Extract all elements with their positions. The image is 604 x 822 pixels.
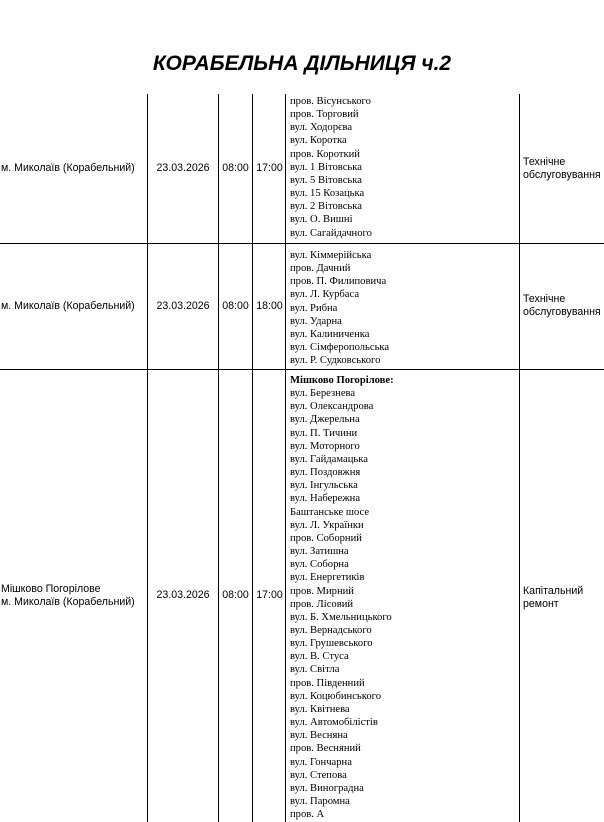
street-item: пров. Південний <box>290 677 365 689</box>
street-item: вул. Поздовжня <box>290 467 361 479</box>
work-type-line: Технічне <box>523 155 566 168</box>
street-item: вул. Гончарна <box>290 756 352 768</box>
table-row-divider <box>0 369 604 370</box>
settlement-heading: Мішково Погорілове: <box>290 375 394 386</box>
street-item: вул. Паромна <box>290 796 350 807</box>
street-item: пров. Мирний <box>290 585 354 597</box>
work-type-line: Технічне <box>523 293 566 305</box>
streets-cell <box>290 95 518 240</box>
street-item: вул. Ударна <box>290 315 342 327</box>
street-item: вул. Енергетиків <box>290 572 365 584</box>
date-cell: 23.03.2026 <box>156 589 210 601</box>
table-row-divider <box>0 243 604 244</box>
work-type-line: обслуговування <box>523 168 601 181</box>
end-time-cell: 17:00 <box>256 589 283 601</box>
street-item: вул. Степова <box>290 769 347 781</box>
street-item: вул. Виноградна <box>290 782 364 794</box>
street-item: вул. Сімферопольська <box>290 342 390 354</box>
street-item: вул. 15 Козацька <box>290 188 365 200</box>
street-item: вул. Грушевського <box>290 638 373 650</box>
street-item: пров. Соборний <box>290 532 362 544</box>
street-item: вул. Світла <box>290 664 340 676</box>
street-item: пров. Короткий <box>290 148 360 160</box>
location-line: м. Миколаїв (Корабельний) <box>1 162 135 174</box>
location-cell <box>1 162 146 175</box>
street-item: вул. Березнева <box>290 388 356 400</box>
street-item: вул. Кіммерійська <box>290 250 372 261</box>
streets-cell <box>290 374 518 821</box>
street-item: вул. Б. Хмельницького <box>290 611 392 623</box>
street-item: вул. Л. Курбаса <box>290 289 360 301</box>
street-item: вул. П. Тичини <box>290 427 358 439</box>
street-item: вул. Р. Судковського <box>290 355 381 367</box>
street-item: вул. Рибна <box>290 302 338 314</box>
table-column-divider <box>252 94 253 822</box>
street-item: Баштанське шосе <box>290 506 370 518</box>
date-cell: 23.03.2026 <box>156 299 210 312</box>
location-line: Мішково Погорілове <box>1 582 101 595</box>
street-item: вул. Ходорєва <box>290 122 353 134</box>
table-column-divider <box>147 94 148 822</box>
street-item: вул. Коротка <box>290 135 347 147</box>
location-cell <box>1 583 146 609</box>
street-item: вул. Гайдамацька <box>290 453 368 465</box>
street-item: пров. Лісовий <box>290 598 354 610</box>
street-item: вул. Сагайдачного <box>290 227 372 239</box>
street-item: пров. П. Филиповича <box>290 276 387 288</box>
street-item: вул. Набережна <box>290 493 361 505</box>
start-time-cell: 08:00 <box>222 589 249 601</box>
street-item: вул. Л. Українки <box>290 519 364 531</box>
street-item: вул. Весняна <box>290 730 348 742</box>
streets-cell <box>290 249 518 367</box>
street-item: пров. Дачний <box>290 263 351 275</box>
street-item: пров. Весняний <box>290 743 361 755</box>
street-item: вул. 2 Вітовська <box>290 201 362 213</box>
street-item: вул. Олександрова <box>290 401 374 413</box>
street-item: вул. Калиниченка <box>290 328 370 340</box>
street-item: вул. В. Стуса <box>290 651 349 663</box>
start-time-cell: 08:00 <box>222 299 249 312</box>
work-type-line: обслуговування <box>523 306 601 318</box>
work-type-line: Капітальний <box>523 584 584 597</box>
end-time-cell: 18:00 <box>256 299 283 312</box>
street-item: вул. Інгульська <box>290 480 358 492</box>
street-item: вул. Коцюбинського <box>290 690 382 702</box>
work-type-line: ремонт <box>523 597 559 610</box>
street-item: вул. Джерельна <box>290 414 360 426</box>
location-line: м. Миколаїв (Корабельний) <box>1 595 135 608</box>
street-item: вул. О. Вишні <box>290 214 353 226</box>
start-time-cell: 08:00 <box>222 162 249 174</box>
page-title: КОРАБЕЛЬНА ДІЛЬНИЦЯ ч.2 <box>152 52 452 75</box>
location-line: м. Миколаїв (Корабельний) <box>1 299 135 312</box>
table-column-divider <box>218 94 219 822</box>
street-item: вул. Вернадського <box>290 624 372 636</box>
street-item: вул. Затишна <box>290 546 349 558</box>
work-type-cell <box>523 156 604 182</box>
street-item: вул. Моторного <box>290 440 360 452</box>
street-item: пров. Вісунського <box>290 96 371 107</box>
street-item: пров. А <box>290 809 325 821</box>
work-type-cell <box>523 585 604 611</box>
street-item: вул. 1 Вітовська <box>290 161 362 173</box>
date-cell: 23.03.2026 <box>156 162 210 174</box>
street-item: вул. Автомобілістів <box>290 717 378 729</box>
street-item: вул. Квітнева <box>290 703 350 715</box>
table-column-divider <box>519 94 520 822</box>
street-item: вул. 5 Вітовська <box>290 174 362 186</box>
street-item: вул. Соборна <box>290 559 349 571</box>
work-type-cell <box>523 293 604 319</box>
end-time-cell: 17:00 <box>256 162 283 174</box>
street-item: пров. Торговий <box>290 109 359 121</box>
location-cell <box>1 300 146 313</box>
table-column-divider <box>285 94 286 822</box>
